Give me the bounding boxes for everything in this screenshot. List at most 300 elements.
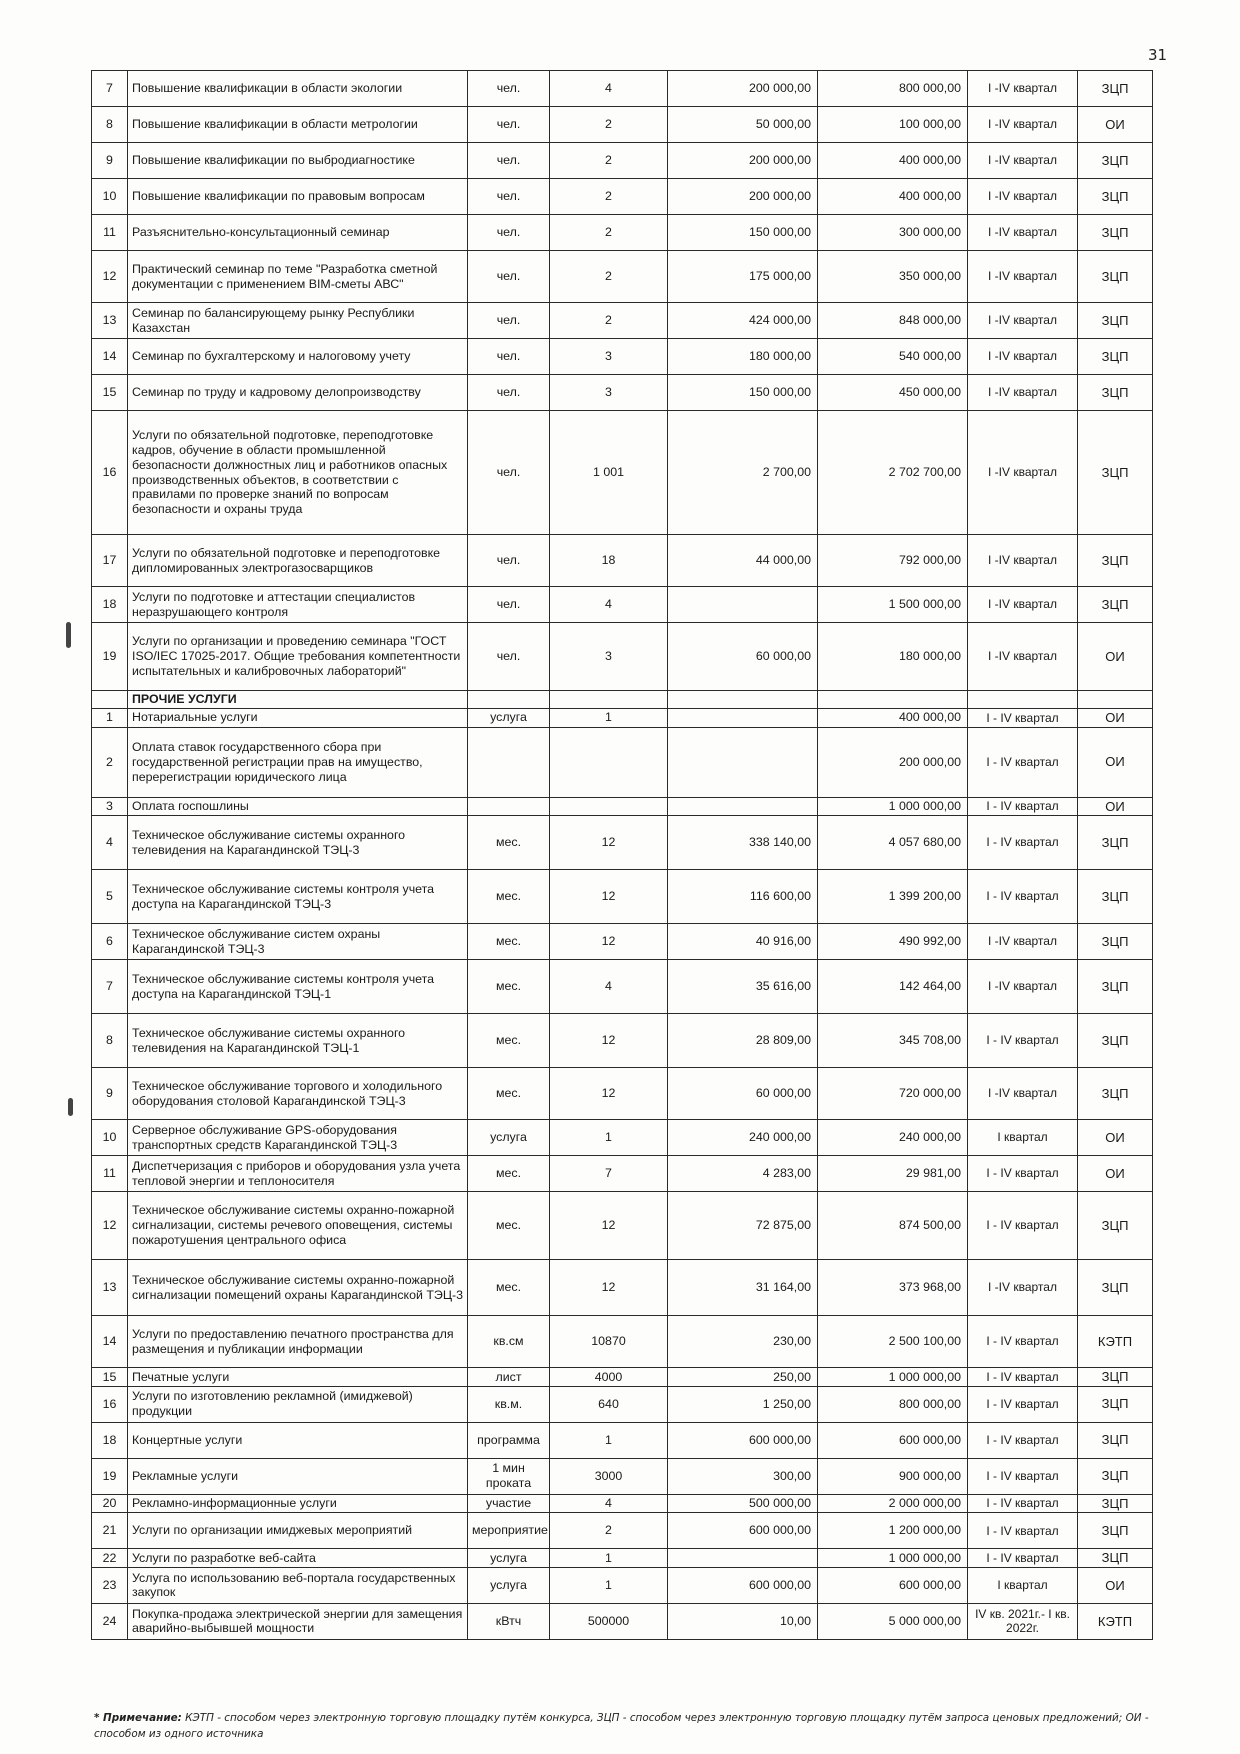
delivery-period-cell: I - IV квартал <box>968 1316 1078 1368</box>
unit-of-measure-cell: участие <box>468 1494 550 1513</box>
unit-price-cell: 424 000,00 <box>668 303 818 339</box>
unit-of-measure-cell: чел. <box>468 215 550 251</box>
procurement-method-cell: ЗЦП <box>1078 1368 1153 1387</box>
quantity-cell: 10870 <box>550 1316 668 1368</box>
table-row <box>92 1494 1153 1513</box>
total-amount-cell: 540 000,00 <box>818 339 968 375</box>
service-name-cell: Практический семинар по теме "Разработка сметной документации с применением BIM-сметы АВС" <box>128 251 468 303</box>
footnote-label: * Примечание: <box>94 1712 182 1724</box>
delivery-period-cell: I - IV квартал <box>968 870 1078 924</box>
row-number-cell: 11 <box>92 1156 128 1192</box>
total-amount-cell: 400 000,00 <box>818 709 968 728</box>
unit-price-cell: 44 000,00 <box>668 535 818 587</box>
procurement-method-cell: ЗЦП <box>1078 375 1153 411</box>
table-row <box>92 1068 1153 1120</box>
unit-of-measure-cell: мес. <box>468 924 550 960</box>
table-row <box>92 924 1153 960</box>
service-name-cell: Нотариальные услуги <box>128 709 468 728</box>
procurement-method-cell: ЗЦП <box>1078 1014 1153 1068</box>
procurement-method-cell: ЗЦП <box>1078 303 1153 339</box>
procurement-method-cell: ЗЦП <box>1078 535 1153 587</box>
delivery-period-cell: I - IV квартал <box>968 1386 1078 1422</box>
delivery-period-cell: I -IV квартал <box>968 71 1078 107</box>
table-row <box>92 1386 1153 1422</box>
total-amount-cell: 2 000 000,00 <box>818 1494 968 1513</box>
unit-of-measure-cell: чел. <box>468 339 550 375</box>
procurement-method-cell: ЗЦП <box>1078 924 1153 960</box>
quantity-cell: 3 <box>550 623 668 691</box>
procurement-method-cell: ЗЦП <box>1078 1513 1153 1549</box>
unit-price-cell <box>668 587 818 623</box>
unit-price-cell: 200 000,00 <box>668 71 818 107</box>
delivery-period-cell: I -IV квартал <box>968 1260 1078 1316</box>
service-name-cell: Повышение квалификации по правовым вопросам <box>128 179 468 215</box>
table-row <box>92 411 1153 535</box>
table-row <box>92 1458 1153 1494</box>
table-row <box>92 1192 1153 1260</box>
quantity-cell: 1 <box>550 1567 668 1603</box>
quantity-cell: 2 <box>550 215 668 251</box>
delivery-period-cell: I -IV квартал <box>968 960 1078 1014</box>
delivery-period-cell: I -IV квартал <box>968 179 1078 215</box>
service-name-cell: Оплата госпошлины <box>128 797 468 816</box>
row-number-cell: 7 <box>92 71 128 107</box>
delivery-period-cell: I - IV квартал <box>968 1458 1078 1494</box>
procurement-table-body <box>92 71 1153 1640</box>
unit-price-cell: 116 600,00 <box>668 870 818 924</box>
delivery-period-cell: I -IV квартал <box>968 215 1078 251</box>
procurement-method-cell: ЗЦП <box>1078 215 1153 251</box>
service-name-cell: Услуги по обязательной подготовке и переподготовке дипломированных электрогазосварщиков <box>128 535 468 587</box>
delivery-period-cell: I -IV квартал <box>968 375 1078 411</box>
quantity-cell: 2 <box>550 303 668 339</box>
unit-of-measure-cell: мес. <box>468 1192 550 1260</box>
unit-of-measure-cell: мес. <box>468 1014 550 1068</box>
table-row <box>92 215 1153 251</box>
delivery-period-cell: I -IV квартал <box>968 251 1078 303</box>
quantity-cell: 3000 <box>550 1458 668 1494</box>
unit-price-cell: 300,00 <box>668 1458 818 1494</box>
unit-of-measure-cell: мес. <box>468 960 550 1014</box>
table-row <box>92 535 1153 587</box>
unit-price-cell: 28 809,00 <box>668 1014 818 1068</box>
quantity-cell: 12 <box>550 1014 668 1068</box>
delivery-period-cell <box>968 691 1078 709</box>
delivery-period-cell: I -IV квартал <box>968 587 1078 623</box>
unit-of-measure-cell: чел. <box>468 179 550 215</box>
service-name-cell: Разъяснительно-консультационный семинар <box>128 215 468 251</box>
procurement-method-cell: ЗЦП <box>1078 1422 1153 1458</box>
procurement-method-cell: ЗЦП <box>1078 143 1153 179</box>
quantity-cell: 12 <box>550 1192 668 1260</box>
delivery-period-cell: I -IV квартал <box>968 1068 1078 1120</box>
procurement-method-cell: ЗЦП <box>1078 587 1153 623</box>
row-number-cell: 8 <box>92 107 128 143</box>
procurement-method-cell: ОИ <box>1078 623 1153 691</box>
unit-of-measure-cell: мес. <box>468 1156 550 1192</box>
row-number-cell: 15 <box>92 1368 128 1387</box>
unit-price-cell: 60 000,00 <box>668 623 818 691</box>
total-amount-cell: 345 708,00 <box>818 1014 968 1068</box>
total-amount-cell: 180 000,00 <box>818 623 968 691</box>
procurement-method-cell: ЗЦП <box>1078 1458 1153 1494</box>
service-name-cell: Оплата ставок государственного сбора при государственной регистрации прав на имущество, перерегистрации юридического лица <box>128 727 468 797</box>
row-number-cell: 3 <box>92 797 128 816</box>
total-amount-cell: 792 000,00 <box>818 535 968 587</box>
quantity-cell: 4 <box>550 71 668 107</box>
unit-of-measure-cell <box>468 691 550 709</box>
total-amount-cell: 29 981,00 <box>818 1156 968 1192</box>
row-number-cell: 16 <box>92 1386 128 1422</box>
service-name-cell: Повышение квалификации в области метрологии <box>128 107 468 143</box>
quantity-cell: 2 <box>550 179 668 215</box>
row-number-cell: 19 <box>92 623 128 691</box>
delivery-period-cell: I - IV квартал <box>968 727 1078 797</box>
table-row <box>92 1368 1153 1387</box>
table-row <box>92 1120 1153 1156</box>
quantity-cell: 2 <box>550 251 668 303</box>
table-row <box>92 1422 1153 1458</box>
unit-of-measure-cell: чел. <box>468 107 550 143</box>
unit-price-cell: 72 875,00 <box>668 1192 818 1260</box>
total-amount-cell: 450 000,00 <box>818 375 968 411</box>
table-row <box>92 1316 1153 1368</box>
procurement-method-cell: ОИ <box>1078 1156 1153 1192</box>
quantity-cell: 2 <box>550 143 668 179</box>
quantity-cell: 4000 <box>550 1368 668 1387</box>
unit-price-cell: 10,00 <box>668 1603 818 1639</box>
unit-of-measure-cell: кв.см <box>468 1316 550 1368</box>
service-name-cell: Повышение квалификации в области экологии <box>128 71 468 107</box>
procurement-method-cell: ОИ <box>1078 1567 1153 1603</box>
unit-of-measure-cell: чел. <box>468 375 550 411</box>
row-number-cell: 11 <box>92 215 128 251</box>
unit-price-cell: 150 000,00 <box>668 215 818 251</box>
row-number-cell <box>92 691 128 709</box>
procurement-method-cell <box>1078 691 1153 709</box>
service-name-cell: Услуги по организации имиджевых мероприятий <box>128 1513 468 1549</box>
delivery-period-cell: I -IV квартал <box>968 623 1078 691</box>
unit-price-cell: 60 000,00 <box>668 1068 818 1120</box>
delivery-period-cell: I - IV квартал <box>968 1014 1078 1068</box>
unit-of-measure-cell: 1 мин проката <box>468 1458 550 1494</box>
quantity-cell: 2 <box>550 107 668 143</box>
unit-price-cell: 200 000,00 <box>668 143 818 179</box>
service-name-cell: Техническое обслуживание системы охранного телевидения на Карагандинской ТЭЦ-1 <box>128 1014 468 1068</box>
total-amount-cell: 350 000,00 <box>818 251 968 303</box>
unit-of-measure-cell: кВтч <box>468 1603 550 1639</box>
unit-price-cell: 4 283,00 <box>668 1156 818 1192</box>
procurement-method-cell: ЗЦП <box>1078 1068 1153 1120</box>
total-amount-cell: 490 992,00 <box>818 924 968 960</box>
quantity-cell: 12 <box>550 870 668 924</box>
delivery-period-cell: I - IV квартал <box>968 797 1078 816</box>
quantity-cell: 4 <box>550 1494 668 1513</box>
procurement-method-cell: КЭТП <box>1078 1603 1153 1639</box>
total-amount-cell: 5 000 000,00 <box>818 1603 968 1639</box>
unit-of-measure-cell: услуга <box>468 709 550 728</box>
total-amount-cell: 142 464,00 <box>818 960 968 1014</box>
row-number-cell: 24 <box>92 1603 128 1639</box>
quantity-cell: 2 <box>550 1513 668 1549</box>
row-number-cell: 12 <box>92 251 128 303</box>
unit-price-cell: 230,00 <box>668 1316 818 1368</box>
row-number-cell: 13 <box>92 1260 128 1316</box>
total-amount-cell: 800 000,00 <box>818 1386 968 1422</box>
unit-of-measure-cell: чел. <box>468 303 550 339</box>
table-row <box>92 1549 1153 1568</box>
unit-price-cell: 600 000,00 <box>668 1422 818 1458</box>
quantity-cell: 12 <box>550 1068 668 1120</box>
quantity-cell: 12 <box>550 816 668 870</box>
total-amount-cell: 1 200 000,00 <box>818 1513 968 1549</box>
procurement-method-cell: КЭТП <box>1078 1316 1153 1368</box>
total-amount-cell: 2 702 700,00 <box>818 411 968 535</box>
row-number-cell: 2 <box>92 727 128 797</box>
table-row <box>92 71 1153 107</box>
row-number-cell: 15 <box>92 375 128 411</box>
service-name-cell: Услуги по подготовке и аттестации специалистов неразрушающего контроля <box>128 587 468 623</box>
delivery-period-cell: I -IV квартал <box>968 411 1078 535</box>
unit-price-cell: 1 250,00 <box>668 1386 818 1422</box>
section-header-row <box>92 691 1153 709</box>
total-amount-cell: 1 399 200,00 <box>818 870 968 924</box>
unit-of-measure-cell: чел. <box>468 587 550 623</box>
quantity-cell: 4 <box>550 587 668 623</box>
total-amount-cell: 1 000 000,00 <box>818 797 968 816</box>
service-name-cell: Серверное обслуживание GPS-оборудования транспортных средств Карагандинской ТЭЦ-3 <box>128 1120 468 1156</box>
procurement-method-cell: ОИ <box>1078 709 1153 728</box>
row-number-cell: 20 <box>92 1494 128 1513</box>
service-name-cell: Техническое обслуживание системы охранно-пожарной сигнализации помещений охраны Карагандинской ТЭЦ-3 <box>128 1260 468 1316</box>
total-amount-cell: 100 000,00 <box>818 107 968 143</box>
unit-price-cell: 338 140,00 <box>668 816 818 870</box>
quantity-cell: 1 <box>550 709 668 728</box>
unit-of-measure-cell: чел. <box>468 251 550 303</box>
row-number-cell: 12 <box>92 1192 128 1260</box>
service-name-cell: Услуги по предоставлению печатного пространства для размещения и публикации информации <box>128 1316 468 1368</box>
unit-of-measure-cell: мес. <box>468 870 550 924</box>
table-row <box>92 1014 1153 1068</box>
scan-edge-mark <box>68 1098 73 1116</box>
row-number-cell: 10 <box>92 179 128 215</box>
table-row <box>92 1513 1153 1549</box>
scan-edge-mark <box>66 622 71 648</box>
quantity-cell: 12 <box>550 924 668 960</box>
service-name-cell: Техническое обслуживание торгового и холодильного оборудования столовой Карагандинской ТЭЦ-3 <box>128 1068 468 1120</box>
total-amount-cell: 600 000,00 <box>818 1567 968 1603</box>
row-number-cell: 6 <box>92 924 128 960</box>
service-name-cell: Семинар по бухгалтерскому и налоговому учету <box>128 339 468 375</box>
unit-of-measure-cell: мес. <box>468 1260 550 1316</box>
quantity-cell: 18 <box>550 535 668 587</box>
unit-of-measure-cell: мес. <box>468 1068 550 1120</box>
quantity-cell: 1 001 <box>550 411 668 535</box>
delivery-period-cell: I -IV квартал <box>968 535 1078 587</box>
unit-price-cell: 40 916,00 <box>668 924 818 960</box>
procurement-method-cell: ОИ <box>1078 1120 1153 1156</box>
service-name-cell: Услуги по разработке веб-сайта <box>128 1549 468 1568</box>
table-row <box>92 623 1153 691</box>
total-amount-cell: 373 968,00 <box>818 1260 968 1316</box>
total-amount-cell: 1 500 000,00 <box>818 587 968 623</box>
unit-of-measure-cell: чел. <box>468 623 550 691</box>
row-number-cell: 8 <box>92 1014 128 1068</box>
service-name-cell: Рекламные услуги <box>128 1458 468 1494</box>
row-number-cell: 23 <box>92 1567 128 1603</box>
service-name-cell: Техническое обслуживание системы контроля учета доступа на Карагандинской ТЭЦ-3 <box>128 870 468 924</box>
table-row <box>92 179 1153 215</box>
row-number-cell: 17 <box>92 535 128 587</box>
table-row <box>92 375 1153 411</box>
unit-of-measure-cell <box>468 727 550 797</box>
total-amount-cell: 1 000 000,00 <box>818 1549 968 1568</box>
quantity-cell <box>550 797 668 816</box>
row-number-cell: 21 <box>92 1513 128 1549</box>
table-row <box>92 303 1153 339</box>
total-amount-cell <box>818 691 968 709</box>
delivery-period-cell: I квартал <box>968 1567 1078 1603</box>
procurement-method-cell: ЗЦП <box>1078 870 1153 924</box>
delivery-period-cell: I - IV квартал <box>968 1549 1078 1568</box>
unit-of-measure-cell: лист <box>468 1368 550 1387</box>
delivery-period-cell: I - IV квартал <box>968 1368 1078 1387</box>
table-row <box>92 587 1153 623</box>
unit-price-cell: 150 000,00 <box>668 375 818 411</box>
row-number-cell: 9 <box>92 143 128 179</box>
table-row <box>92 797 1153 816</box>
service-name-cell: Концертные услуги <box>128 1422 468 1458</box>
unit-of-measure-cell <box>468 797 550 816</box>
delivery-period-cell: I квартал <box>968 1120 1078 1156</box>
row-number-cell: 4 <box>92 816 128 870</box>
unit-of-measure-cell: услуга <box>468 1120 550 1156</box>
table-row <box>92 816 1153 870</box>
table-row <box>92 251 1153 303</box>
procurement-method-cell: ЗЦП <box>1078 71 1153 107</box>
procurement-method-cell: ОИ <box>1078 727 1153 797</box>
table-row <box>92 107 1153 143</box>
row-number-cell: 1 <box>92 709 128 728</box>
service-name-cell: Повышение квалификации по выбродиагностике <box>128 143 468 179</box>
quantity-cell: 1 <box>550 1422 668 1458</box>
table-row <box>92 143 1153 179</box>
unit-price-cell <box>668 1549 818 1568</box>
table-row <box>92 1603 1153 1639</box>
unit-price-cell: 180 000,00 <box>668 339 818 375</box>
delivery-period-cell: I -IV квартал <box>968 107 1078 143</box>
table-row <box>92 1567 1153 1603</box>
row-number-cell: 10 <box>92 1120 128 1156</box>
service-name-cell: Печатные услуги <box>128 1368 468 1387</box>
unit-price-cell: 500 000,00 <box>668 1494 818 1513</box>
procurement-table-wrap <box>91 70 1153 1640</box>
delivery-period-cell: I - IV квартал <box>968 1156 1078 1192</box>
procurement-method-cell: ЗЦП <box>1078 251 1153 303</box>
unit-price-cell: 2 700,00 <box>668 411 818 535</box>
procurement-method-cell: ЗЦП <box>1078 179 1153 215</box>
delivery-period-cell: I -IV квартал <box>968 339 1078 375</box>
unit-of-measure-cell: чел. <box>468 71 550 107</box>
procurement-method-cell: ЗЦП <box>1078 816 1153 870</box>
quantity-cell: 7 <box>550 1156 668 1192</box>
service-name-cell: Покупка-продажа электрической энергии для замещения аварийно-выбывшей мощности <box>128 1603 468 1639</box>
table-row <box>92 339 1153 375</box>
unit-price-cell: 31 164,00 <box>668 1260 818 1316</box>
delivery-period-cell: I -IV квартал <box>968 143 1078 179</box>
service-name-cell: Диспетчеризация с приборов и оборудования узла учета тепловой энергии и теплоносителя <box>128 1156 468 1192</box>
unit-price-cell <box>668 727 818 797</box>
quantity-cell: 3 <box>550 375 668 411</box>
row-number-cell: 9 <box>92 1068 128 1120</box>
delivery-period-cell: I -IV квартал <box>968 303 1078 339</box>
total-amount-cell: 300 000,00 <box>818 215 968 251</box>
footnote <box>94 1710 1154 1742</box>
row-number-cell: 13 <box>92 303 128 339</box>
unit-of-measure-cell: чел. <box>468 143 550 179</box>
unit-of-measure-cell: мероприятие <box>468 1513 550 1549</box>
table-row <box>92 960 1153 1014</box>
unit-of-measure-cell: мес. <box>468 816 550 870</box>
unit-of-measure-cell: кв.м. <box>468 1386 550 1422</box>
procurement-method-cell: ЗЦП <box>1078 1192 1153 1260</box>
service-name-cell: ПРОЧИЕ УСЛУГИ <box>128 691 468 709</box>
row-number-cell: 18 <box>92 587 128 623</box>
delivery-period-cell: I -IV квартал <box>968 924 1078 960</box>
total-amount-cell: 900 000,00 <box>818 1458 968 1494</box>
unit-of-measure-cell: чел. <box>468 535 550 587</box>
delivery-period-cell: I - IV квартал <box>968 709 1078 728</box>
footnote-text: КЭТП - способом через электронную торговую площадку путём конкурса, ЗЦП - способом через электронную торговую площадку путём запроса ценовых предложений; ОИ - способом из одного источника <box>94 1712 1149 1741</box>
unit-of-measure-cell: чел. <box>468 411 550 535</box>
procurement-method-cell: ЗЦП <box>1078 1386 1153 1422</box>
service-name-cell: Семинар по балансирующему рынку Республики Казахстан <box>128 303 468 339</box>
quantity-cell: 1 <box>550 1549 668 1568</box>
delivery-period-cell: I - IV квартал <box>968 1422 1078 1458</box>
total-amount-cell: 200 000,00 <box>818 727 968 797</box>
unit-of-measure-cell: услуга <box>468 1549 550 1568</box>
delivery-period-cell: I - IV квартал <box>968 816 1078 870</box>
service-name-cell: Техническое обслуживание системы охранно-пожарной сигнализации, системы речевого оповещения, системы пожаротушения центрального офиса <box>128 1192 468 1260</box>
unit-price-cell: 240 000,00 <box>668 1120 818 1156</box>
procurement-method-cell: ОИ <box>1078 107 1153 143</box>
procurement-method-cell: ЗЦП <box>1078 1494 1153 1513</box>
service-name-cell: Услуги по изготовлению рекламной (имиджевой) продукции <box>128 1386 468 1422</box>
table-row <box>92 1156 1153 1192</box>
row-number-cell: 5 <box>92 870 128 924</box>
quantity-cell: 4 <box>550 960 668 1014</box>
service-name-cell: Техническое обслуживание системы охранного телевидения на Карагандинской ТЭЦ-3 <box>128 816 468 870</box>
delivery-period-cell: IV кв. 2021г.- I кв. 2022г. <box>968 1603 1078 1639</box>
delivery-period-cell: I - IV квартал <box>968 1513 1078 1549</box>
procurement-method-cell: ЗЦП <box>1078 339 1153 375</box>
total-amount-cell: 240 000,00 <box>818 1120 968 1156</box>
unit-price-cell: 600 000,00 <box>668 1513 818 1549</box>
unit-price-cell: 600 000,00 <box>668 1567 818 1603</box>
row-number-cell: 7 <box>92 960 128 1014</box>
quantity-cell: 640 <box>550 1386 668 1422</box>
quantity-cell <box>550 691 668 709</box>
total-amount-cell: 600 000,00 <box>818 1422 968 1458</box>
row-number-cell: 16 <box>92 411 128 535</box>
total-amount-cell: 720 000,00 <box>818 1068 968 1120</box>
unit-price-cell <box>668 797 818 816</box>
unit-price-cell: 175 000,00 <box>668 251 818 303</box>
table-row <box>92 709 1153 728</box>
total-amount-cell: 848 000,00 <box>818 303 968 339</box>
unit-price-cell: 50 000,00 <box>668 107 818 143</box>
procurement-method-cell: ЗЦП <box>1078 1260 1153 1316</box>
